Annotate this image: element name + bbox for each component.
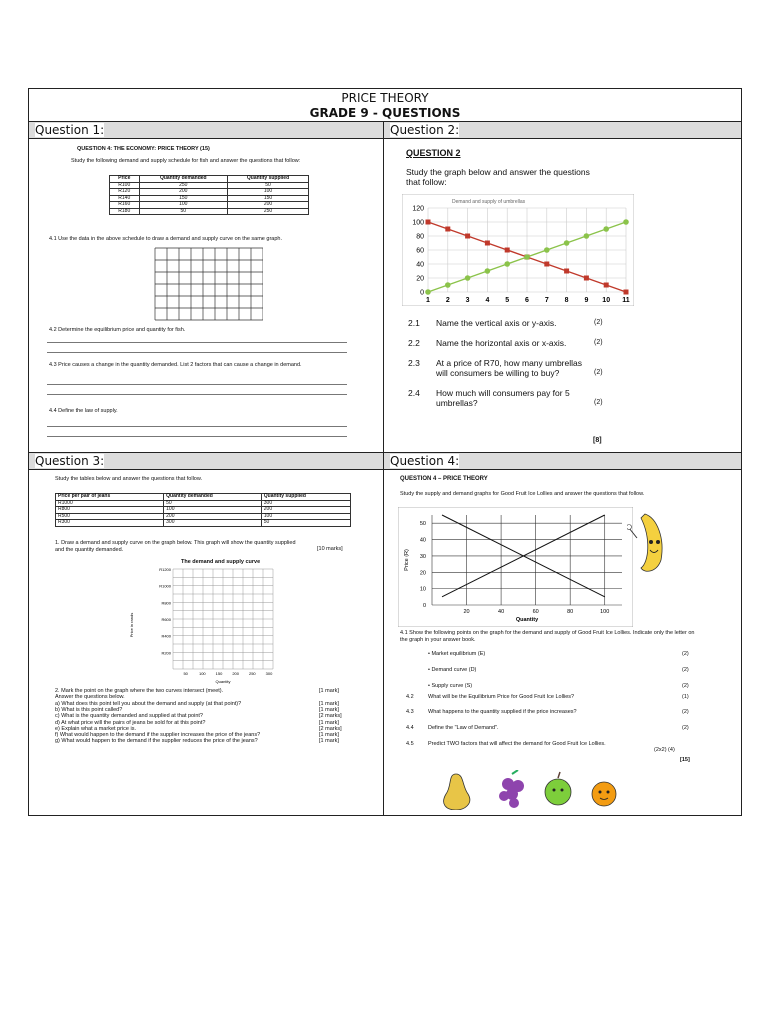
table-cell: 250 xyxy=(139,182,228,189)
table-cell: R1000 xyxy=(56,500,164,507)
chart-frame xyxy=(398,507,633,627)
question-marks: (2) xyxy=(594,319,603,326)
q3-blank-graph xyxy=(123,565,283,685)
q3-subquestion: f) What would happen to the demand if the supplier increases the price of the jeans? xyxy=(55,732,261,739)
question-4-label: Question 4: xyxy=(384,453,741,470)
y-tick-label: 40 xyxy=(419,537,426,544)
y-axis-label: Price (R) xyxy=(404,549,410,571)
table-cell: 50 xyxy=(228,182,309,189)
q4-question-marks: (2) xyxy=(682,709,689,715)
table-cell: 100 xyxy=(228,189,309,196)
q4-question-marks: (2x2) (4) xyxy=(654,747,675,753)
supply-point xyxy=(445,282,451,288)
x-tick-label: 40 xyxy=(498,609,505,615)
q1-item-4: 4.4 Define the law of supply. xyxy=(49,408,118,414)
question-3-label: Question 3: xyxy=(29,453,383,470)
x-tick-label: 50 xyxy=(183,671,188,676)
q2-heading: QUESTION 2 xyxy=(406,148,461,158)
table-cell: 50 xyxy=(261,520,350,527)
q4-bullet-marks: (2) xyxy=(682,683,689,689)
x-tick-label: 300 xyxy=(265,671,273,676)
supply-point xyxy=(603,226,609,232)
q3-subquestion-marks: [1 mark] xyxy=(319,688,339,694)
q3-graph-title: The demand and supply curve xyxy=(181,559,261,565)
orange-icon xyxy=(592,782,616,806)
q3-subquestion-marks: [2 marks] xyxy=(319,713,342,720)
question-marks: (2) xyxy=(594,339,603,346)
x-tick-label: 9 xyxy=(584,297,589,304)
q4-question-marks: (2) xyxy=(682,725,689,731)
q3-table-header: Price per pair of jeans xyxy=(56,494,164,501)
q3-subquestion: g) What would happen to the demand if the supplier reduces the price of the jeans? xyxy=(55,738,258,745)
y-tick-label: 50 xyxy=(419,521,426,528)
table-cell: R800 xyxy=(56,507,164,514)
x-tick-label: 3 xyxy=(465,297,470,304)
q4-question-number: 4.3 xyxy=(406,709,414,715)
y-tick-label: 80 xyxy=(416,233,424,241)
q1-schedule-table xyxy=(109,175,309,215)
q3-task-marks: [10 marks] xyxy=(317,546,343,552)
supply-point xyxy=(485,268,491,274)
table-cell: R160 xyxy=(110,202,140,209)
q3-jeans-table xyxy=(55,493,351,527)
supply-point xyxy=(425,289,431,295)
q2-total: [8] xyxy=(593,437,602,444)
q1-intro: Study the following demand and supply schedule for fish and answer the questions that follow: xyxy=(71,158,301,164)
q4-question-number: 4.4 xyxy=(406,725,414,731)
table-cell: 100 xyxy=(164,507,262,514)
q4-bullet: • Demand curve (D) xyxy=(428,667,477,673)
y-tick-label: 0 xyxy=(422,603,426,609)
apple-icon xyxy=(545,772,571,805)
x-tick-label: 8 xyxy=(564,297,569,304)
q4-question-number: 4.2 xyxy=(406,694,414,700)
q3-subquestion: c) What is the quantity demanded and supplied at that point? xyxy=(55,713,203,720)
chart-title: Demand and supply of umbrellas xyxy=(452,199,526,205)
question-3-cell xyxy=(29,453,384,816)
table-cell: 150 xyxy=(139,195,228,202)
q3-subquestion: Answer the questions below. xyxy=(55,694,125,701)
y-tick-label: 60 xyxy=(416,247,424,255)
q3-subquestion-marks: [1 mark] xyxy=(319,706,339,713)
y-axis-label: Price in rands xyxy=(129,612,134,638)
q4-question-text: Predict TWO factors that will affect the demand for Good Fruit Ice Lollies. xyxy=(428,741,606,747)
question-text: How much will consumers pay for 5 umbrellas? xyxy=(436,388,570,408)
x-tick-label: 80 xyxy=(567,609,574,615)
q4-bullet: • Supply curve (S) xyxy=(428,683,473,689)
q1-heading: QUESTION 4: THE ECONOMY: PRICE THEORY (15) xyxy=(77,146,210,152)
q4-heading: QUESTION 4 – PRICE THEORY xyxy=(400,476,488,482)
x-tick-label: 4 xyxy=(485,297,490,304)
demand-point xyxy=(426,220,431,225)
y-tick-label: 20 xyxy=(416,275,424,283)
x-tick-label: 11 xyxy=(622,297,630,304)
demand-point xyxy=(604,283,609,288)
x-tick-label: 200 xyxy=(232,671,240,676)
supply-point xyxy=(465,275,471,281)
q1-table-header: Quantity supplied xyxy=(228,176,309,183)
x-tick-label: 20 xyxy=(463,609,470,615)
question-1-label: Question 1: xyxy=(29,122,383,139)
q3-subquestion: e) Explain what a market price is. xyxy=(55,725,137,732)
q4-total: [15] xyxy=(680,757,690,763)
question-2-label: Question 2: xyxy=(384,122,741,139)
q4-question-text: Define the "Law of Demand". xyxy=(428,725,499,731)
table-cell: 100 xyxy=(261,513,350,520)
q4-question-text: What will be the Equilibrium Price for Good Fruit Ice Lollies? xyxy=(428,694,575,700)
table-cell: R100 xyxy=(110,182,140,189)
worksheet-subtitle: GRADE 9 - QUESTIONS xyxy=(309,106,461,120)
table-cell: R140 xyxy=(110,195,140,202)
q4-question-4-1: 4.1 Show the following points on the graph for the demand and supply of Good Fruit Ice Lollies. Indicate only the letter on the graph in your answer book. xyxy=(400,630,695,643)
table-row xyxy=(110,208,309,215)
y-tick-label: R800 xyxy=(161,600,171,606)
table-cell: R500 xyxy=(56,513,164,520)
question-text: At a price of R70, how many umbrellas will consumers be willing to buy? xyxy=(436,358,582,378)
q3-task: 1. Draw a demand and supply curve on the graph below. This graph will show the quantity supplied and the quantity demanded. xyxy=(55,540,296,553)
fruit-illustrations xyxy=(442,770,672,810)
worksheet-header xyxy=(29,89,741,122)
supply-point xyxy=(564,240,570,246)
question-number: 2.4 xyxy=(408,388,420,398)
table-row xyxy=(56,520,351,527)
q3-subquestion: d) At what price will the pairs of jeans be sold for at this point? xyxy=(55,719,206,726)
y-tick-label: R1200 xyxy=(159,567,171,572)
question-number: 2.3 xyxy=(408,358,420,368)
demand-point xyxy=(584,276,589,281)
q1-item-1: 4.1 Use the data in the above schedule to draw a demand and supply curve on the same graph. xyxy=(49,236,282,242)
q1-table-header: Price xyxy=(110,176,140,183)
q3-subquestion-marks: [1 mark] xyxy=(319,738,339,745)
x-tick-label: 5 xyxy=(505,297,510,304)
table-cell: R180 xyxy=(110,208,140,215)
x-tick-label: 10 xyxy=(602,297,611,304)
worksheet xyxy=(28,88,742,816)
question-4-cell xyxy=(384,453,741,816)
q1-item-3: 4.3 Price causes a change in the quantity demanded. List 2 factors that can cause a change in demand. xyxy=(49,362,302,368)
y-tick-label: R200 xyxy=(161,650,171,656)
q4-question-number: 4.5 xyxy=(406,741,414,747)
table-cell: 200 xyxy=(228,202,309,209)
q3-subquestion-marks: [1 mark] xyxy=(319,732,339,739)
question-marks: (2) xyxy=(594,399,603,406)
q4-bullet: • Market equilibrium (E) xyxy=(428,651,486,657)
y-tick-label: R400 xyxy=(161,633,171,639)
q4-lollies-chart xyxy=(398,507,633,627)
x-tick-label: 100 xyxy=(600,609,610,615)
q4-question-marks: (1) xyxy=(682,694,689,700)
table-cell: R120 xyxy=(110,189,140,196)
question-2-cell xyxy=(384,122,741,453)
x-tick-label: 6 xyxy=(525,297,529,304)
x-tick-label: 250 xyxy=(248,671,256,676)
q3-subquestion: b) What is this point called? xyxy=(55,706,123,713)
y-tick-label: 0 xyxy=(420,289,424,297)
x-tick-label: 7 xyxy=(544,297,549,304)
question-grid xyxy=(29,122,741,816)
q1-item-2: 4.2 Determine the equilibrium price and quantity for fish. xyxy=(49,327,186,333)
q4-bullet-marks: (2) xyxy=(682,667,689,673)
table-cell: 300 xyxy=(164,520,262,527)
worksheet-title: PRICE THEORY xyxy=(341,91,429,105)
supply-point xyxy=(623,219,629,225)
x-axis-label: Quantity xyxy=(515,617,539,623)
q3-subquestion: 2. Mark the point on the graph where the two curves intersect (meet). xyxy=(55,688,224,694)
q3-intro: Study the tables below and answer the questions that follow. xyxy=(55,476,203,482)
y-tick-label: 10 xyxy=(419,586,426,593)
demand-point xyxy=(544,262,549,267)
table-cell: 100 xyxy=(139,202,228,209)
y-tick-label: R1000 xyxy=(159,583,171,589)
question-number: 2.1 xyxy=(408,318,420,328)
table-cell: 250 xyxy=(228,208,309,215)
x-tick-label: 60 xyxy=(532,609,539,615)
q3-subquestion-marks: [1 mark] xyxy=(319,700,339,707)
y-tick-label: 20 xyxy=(419,570,426,577)
supply-point xyxy=(544,247,550,253)
table-cell: 50 xyxy=(139,208,228,215)
pear-icon xyxy=(444,774,470,810)
q3-subquestion-marks: [1 mark] xyxy=(319,719,339,726)
table-cell: 200 xyxy=(139,189,228,196)
banana-mascot-icon xyxy=(627,508,675,576)
demand-point xyxy=(564,269,569,274)
q1-blank-graph-grid xyxy=(153,246,263,322)
q2-umbrella-chart xyxy=(402,194,634,306)
table-cell: 300 xyxy=(261,500,350,507)
demand-point xyxy=(445,227,450,232)
q2-intro: Study the graph below and answer the questions that follow: xyxy=(406,167,590,187)
y-tick-label: 100 xyxy=(412,219,424,227)
table-cell: 150 xyxy=(228,195,309,202)
question-number: 2.2 xyxy=(408,338,420,348)
q4-question-text: What happens to the quantity supplied if the price increases? xyxy=(428,709,577,715)
y-tick-label: 120 xyxy=(412,205,424,213)
supply-point xyxy=(504,261,510,267)
question-text: Name the horizontal axis or x-axis. xyxy=(436,338,567,348)
table-cell: 50 xyxy=(164,500,262,507)
x-axis-label: Quantity xyxy=(215,679,231,684)
supply-point xyxy=(524,254,530,260)
y-tick-label: 40 xyxy=(416,261,424,269)
supply-point xyxy=(584,233,590,239)
table-cell: R300 xyxy=(56,520,164,527)
grapes-icon xyxy=(499,770,524,808)
q3-table-header: Quantity demanded xyxy=(164,494,262,501)
x-tick-label: 2 xyxy=(445,297,450,304)
table-cell: 200 xyxy=(261,507,350,514)
demand-point xyxy=(465,234,470,239)
question-text: Name the vertical axis or y-axis. xyxy=(436,318,557,328)
q4-intro: Study the supply and demand graphs for Good Fruit Ice Lollies and answer the questions that follow. xyxy=(400,491,645,497)
q4-bullet-marks: (2) xyxy=(682,651,689,657)
question-marks: (2) xyxy=(594,369,603,376)
q3-subquestion: a) What does this point tell you about the demand and supply (at that point)? xyxy=(55,700,242,707)
x-tick-label: 1 xyxy=(426,297,430,304)
demand-point xyxy=(505,248,510,253)
demand-point xyxy=(624,290,629,295)
y-tick-label: 30 xyxy=(419,553,426,560)
q3-subquestion-marks: [2 marks] xyxy=(319,725,342,732)
question-1-cell xyxy=(29,122,384,453)
x-tick-label: 100 xyxy=(198,671,206,676)
q3-table-header: Quantity supplied xyxy=(261,494,350,501)
demand-point xyxy=(485,241,490,246)
table-cell: 200 xyxy=(164,513,262,520)
y-tick-label: R600 xyxy=(161,617,171,622)
x-tick-label: 150 xyxy=(215,671,223,676)
q1-table-header: Quantity demanded xyxy=(139,176,228,183)
